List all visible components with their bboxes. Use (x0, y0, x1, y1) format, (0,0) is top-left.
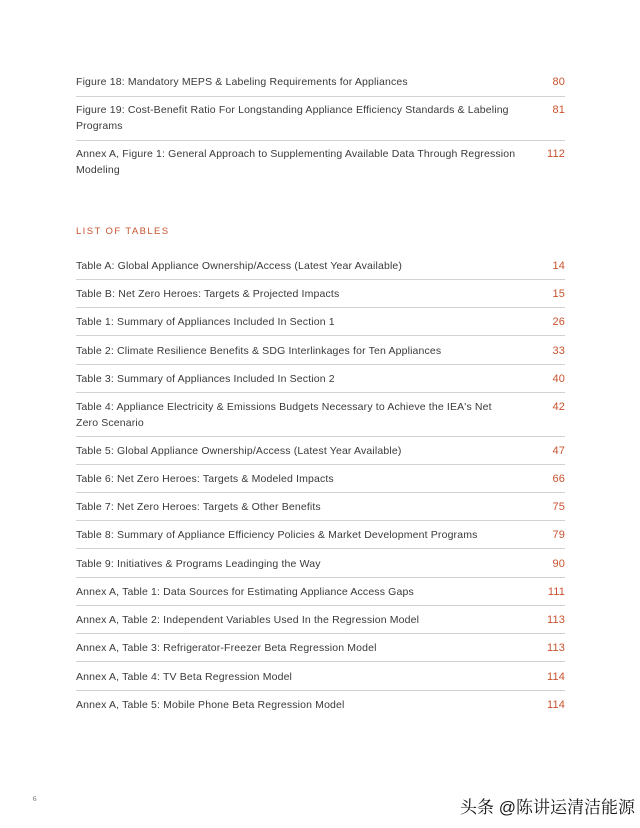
table-title: Annex A, Table 1: Data Sources for Estimating Appliance Access Gaps (76, 586, 414, 598)
table-title: Table 9: Initiatives & Programs Leadinging the Way (76, 558, 321, 570)
table-title: Annex A, Table 2: Independent Variables Used In the Regression Model (76, 614, 420, 626)
table-entry-annex-a-5[interactable] (76, 697, 565, 718)
table-entry-8[interactable] (76, 527, 565, 549)
table-page-number: 75 (552, 501, 565, 513)
table-page-number: 33 (552, 345, 565, 357)
list-of-tables-heading: LIST OF TABLES (76, 226, 170, 237)
table-entry-a[interactable] (76, 258, 565, 280)
figure-entry-annex-a-1[interactable] (76, 146, 565, 182)
table-entry-annex-a-1[interactable] (76, 584, 565, 606)
figure-title: Figure 18: Mandatory MEPS & Labeling Requirements for Appliances (76, 76, 408, 88)
table-title: Table B: Net Zero Heroes: Targets & Projected Impacts (76, 288, 340, 300)
figure-entry-19[interactable] (76, 102, 565, 141)
table-entry-2[interactable] (76, 343, 565, 365)
watermark: 头条 @陈讲运清洁能源 (460, 798, 635, 817)
table-page-number: 42 (552, 401, 565, 413)
table-page-number: 14 (552, 260, 565, 272)
page-number: 6 (33, 795, 37, 803)
table-entry-annex-a-3[interactable] (76, 640, 565, 662)
table-entry-1[interactable] (76, 314, 565, 336)
figure-page-number: 81 (552, 104, 565, 116)
table-page-number: 47 (552, 445, 565, 457)
table-page-number: 40 (552, 373, 565, 385)
table-title: Table 6: Net Zero Heroes: Targets & Modeled Impacts (76, 473, 334, 485)
table-page-number: 111 (547, 586, 565, 598)
table-entry-3[interactable] (76, 371, 565, 393)
table-page-number: 79 (552, 529, 565, 541)
table-title: Table 7: Net Zero Heroes: Targets & Other Benefits (76, 501, 321, 513)
table-title: Table 5: Global Appliance Ownership/Access (Latest Year Available) (76, 445, 402, 457)
table-page-number: 90 (552, 558, 565, 570)
table-title: Table 3: Summary of Appliances Included In Section 2 (76, 373, 335, 385)
table-page-number: 26 (552, 316, 565, 328)
table-page-number: 66 (552, 473, 565, 485)
table-entry-annex-a-4[interactable] (76, 669, 565, 691)
table-entry-b[interactable] (76, 286, 565, 308)
table-title: Table 4: Appliance Electricity & Emissions Budgets Necessary to Achieve the IEA's Net Zero Scenario (76, 401, 492, 429)
figure-entry-18[interactable] (76, 74, 565, 97)
figure-page-number: 80 (552, 76, 565, 88)
table-title: Table 1: Summary of Appliances Included In Section 1 (76, 316, 335, 328)
table-entry-7[interactable] (76, 499, 565, 521)
figure-page-number: 112 (547, 148, 565, 160)
table-title: Table A: Global Appliance Ownership/Access (Latest Year Available) (76, 260, 403, 272)
table-page-number: 113 (547, 642, 565, 654)
table-entry-5[interactable] (76, 443, 565, 465)
table-page-number: 114 (547, 699, 565, 711)
table-title: Table 8: Summary of Appliance Efficiency Policies & Market Development Programs (76, 529, 478, 541)
figure-title: Figure 19: Cost-Benefit Ratio For Longstanding Appliance Efficiency Standards & Labeling Programs (76, 104, 509, 132)
table-entry-6[interactable] (76, 471, 565, 493)
table-page-number: 15 (552, 288, 565, 300)
table-entry-9[interactable] (76, 556, 565, 578)
table-title: Annex A, Table 3: Refrigerator-Freezer Beta Regression Model (76, 642, 377, 654)
table-page-number: 114 (547, 671, 565, 683)
table-title: Table 2: Climate Resilience Benefits & SDG Interlinkages for Ten Appliances (76, 345, 442, 357)
table-entry-4[interactable] (76, 399, 565, 437)
figure-title: Annex A, Figure 1: General Approach to Supplementing Available Data Through Regression Modeling (76, 148, 516, 176)
table-title: Annex A, Table 4: TV Beta Regression Model (76, 671, 293, 683)
table-entry-annex-a-2[interactable] (76, 612, 565, 634)
table-title: Annex A, Table 5: Mobile Phone Beta Regression Model (76, 699, 345, 711)
table-page-number: 113 (547, 614, 565, 626)
